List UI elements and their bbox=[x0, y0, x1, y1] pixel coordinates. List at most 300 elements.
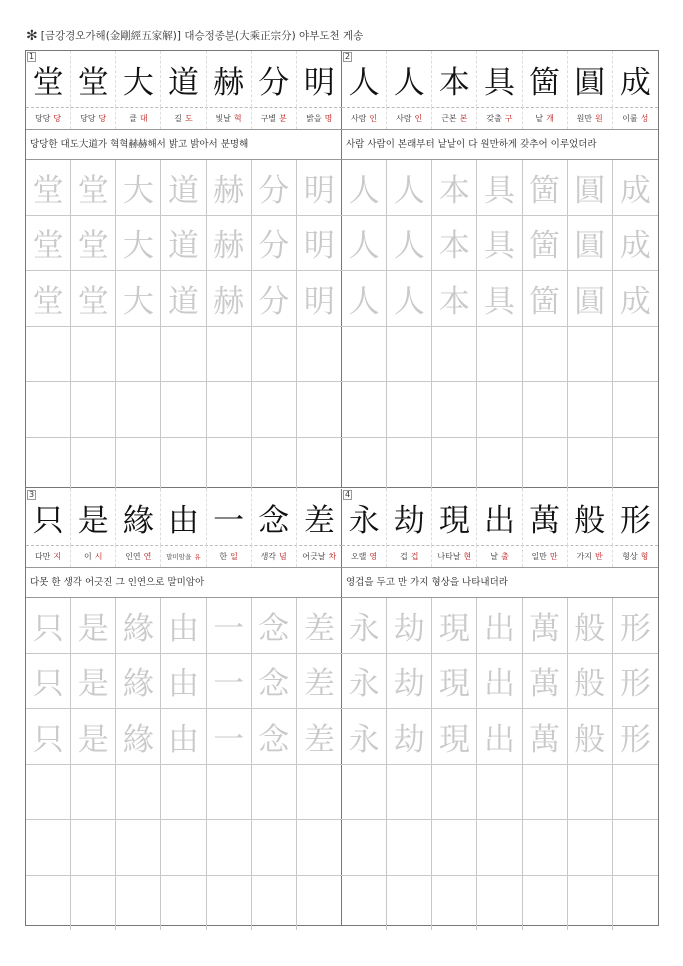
gloss-sound: 겁 bbox=[410, 551, 419, 561]
gloss-sound: 분 bbox=[279, 113, 287, 123]
gloss-cell bbox=[568, 107, 613, 129]
trace-char: 明 bbox=[303, 283, 335, 320]
hanja-char: 堂 bbox=[26, 51, 71, 107]
worksheet bbox=[25, 50, 659, 926]
blank-cell bbox=[116, 327, 161, 382]
blank-cell bbox=[116, 382, 161, 437]
trace-char: 赫 bbox=[207, 216, 252, 271]
trace-char: 分 bbox=[252, 271, 297, 326]
panel-number: 1 bbox=[29, 52, 35, 61]
gloss-cell bbox=[116, 545, 161, 567]
hanja-char: 出 bbox=[477, 489, 522, 545]
gloss-meaning: 말미암을 bbox=[166, 552, 192, 561]
gloss-cell bbox=[568, 545, 613, 567]
trace-char: 大 bbox=[116, 271, 161, 326]
blank-cell bbox=[26, 876, 71, 931]
panel-2 bbox=[342, 51, 658, 488]
blank-cell bbox=[432, 820, 477, 875]
gloss-meaning: 근본 bbox=[441, 113, 457, 123]
blank-cell bbox=[477, 327, 522, 382]
practice-row bbox=[342, 438, 658, 493]
blank-cell bbox=[71, 765, 116, 820]
gloss-meaning: 길 bbox=[174, 113, 182, 123]
trace-char: 現 bbox=[432, 654, 477, 709]
hanja-char: 堂 bbox=[71, 51, 116, 107]
gloss-meaning: 겁 bbox=[399, 551, 408, 561]
blank-cell bbox=[252, 820, 297, 875]
practice-grid bbox=[26, 160, 342, 492]
gloss-meaning: 클 bbox=[129, 113, 137, 123]
hanja-char: 由 bbox=[161, 489, 206, 545]
gloss-row bbox=[342, 545, 658, 568]
gloss-cell bbox=[161, 545, 206, 567]
gloss-sound: 만 bbox=[549, 551, 558, 561]
blank-cell bbox=[432, 765, 477, 820]
blank-cell bbox=[523, 876, 568, 931]
blank-cell bbox=[477, 382, 522, 437]
trace-char: 由 bbox=[161, 709, 206, 764]
trace-char: 人 bbox=[342, 160, 387, 215]
practice-row bbox=[342, 598, 658, 654]
trace-char: 明 bbox=[303, 228, 335, 265]
trace-char: 分 bbox=[252, 160, 297, 215]
trace-char: 堂 bbox=[26, 271, 71, 326]
blank-cell bbox=[71, 820, 116, 875]
hanja-char: 道 bbox=[161, 51, 206, 107]
trace-char: 緣 bbox=[116, 598, 161, 653]
hanja-char: 萬 bbox=[523, 489, 568, 545]
meaning-line: 사람 사람이 본래부터 낱낱이 다 원만하게 갖추어 이루었더라 bbox=[342, 129, 658, 160]
blank-cell bbox=[161, 765, 206, 820]
trace-char: 般 bbox=[568, 709, 613, 764]
trace-char: 成 bbox=[619, 172, 651, 209]
blank-cell bbox=[432, 382, 477, 437]
trace-char: 堂 bbox=[71, 271, 116, 326]
trace-char: 是 bbox=[71, 709, 116, 764]
blank-cell bbox=[252, 438, 297, 493]
trace-char: 萬 bbox=[523, 598, 568, 653]
blank-cell bbox=[297, 327, 342, 382]
hanja-char: 一 bbox=[207, 489, 252, 545]
hanja-row bbox=[26, 489, 342, 546]
hanja-char: 差 bbox=[303, 502, 335, 539]
trace-char: 人 bbox=[387, 216, 432, 271]
gloss-sound: 형 bbox=[640, 551, 649, 561]
trace-char: 堂 bbox=[71, 160, 116, 215]
blank-cell bbox=[297, 765, 342, 820]
blank-cell bbox=[432, 438, 477, 493]
gloss-meaning: 일만 bbox=[531, 551, 547, 561]
practice-row bbox=[342, 709, 658, 765]
hanja-char: 形 bbox=[619, 502, 651, 539]
gloss-sound: 성 bbox=[640, 113, 649, 123]
hanja-char: 明 bbox=[303, 64, 335, 101]
blank-cell bbox=[523, 438, 568, 493]
trace-char: 永 bbox=[342, 709, 387, 764]
blank-cell bbox=[342, 327, 387, 382]
hanja-char: 般 bbox=[568, 489, 613, 545]
trace-char: 現 bbox=[432, 709, 477, 764]
practice-row bbox=[26, 160, 342, 216]
trace-char: 出 bbox=[477, 654, 522, 709]
gloss-row bbox=[342, 107, 658, 130]
practice-grid bbox=[26, 598, 342, 930]
trace-char: 永 bbox=[342, 598, 387, 653]
trace-char: 大 bbox=[116, 216, 161, 271]
gloss-row bbox=[26, 545, 342, 568]
trace-char: 成 bbox=[619, 228, 651, 265]
blank-cell bbox=[387, 765, 432, 820]
gloss-sound: 도 bbox=[184, 113, 193, 123]
gloss-cell bbox=[432, 545, 477, 567]
hanja-char: 只 bbox=[26, 489, 71, 545]
panel-3 bbox=[26, 489, 342, 926]
practice-row bbox=[26, 438, 342, 493]
trace-char: 道 bbox=[161, 216, 206, 271]
gloss-cell bbox=[297, 107, 342, 129]
gloss-meaning: 가지 bbox=[576, 551, 593, 561]
gloss-meaning: 밝을 bbox=[306, 113, 322, 123]
meaning-line: 다못 한 생각 어긋진 그 인연으로 말미암아 bbox=[26, 567, 342, 598]
practice-row bbox=[26, 598, 342, 654]
gloss-cell bbox=[613, 107, 658, 129]
gloss-sound: 연 bbox=[143, 551, 152, 561]
blank-cell bbox=[252, 382, 297, 437]
trace-char: 道 bbox=[161, 160, 206, 215]
trace-char: 只 bbox=[26, 654, 71, 709]
trace-char: 劫 bbox=[387, 598, 432, 653]
gloss-sound: 구 bbox=[504, 113, 513, 123]
blank-cell bbox=[613, 382, 658, 437]
blank-cell bbox=[342, 820, 387, 875]
hanja-char: 赫 bbox=[207, 51, 252, 107]
gloss-sound: 당 bbox=[53, 113, 62, 123]
blank-cell bbox=[568, 382, 613, 437]
trace-char: 堂 bbox=[26, 160, 71, 215]
panel-1 bbox=[26, 51, 342, 488]
gloss-sound: 념 bbox=[279, 551, 287, 561]
trace-char: 圓 bbox=[568, 216, 613, 271]
trace-char: 是 bbox=[71, 654, 116, 709]
gloss-meaning: 나타날 bbox=[437, 551, 461, 561]
trace-char: 圓 bbox=[568, 160, 613, 215]
practice-grid bbox=[342, 160, 658, 492]
gloss-cell bbox=[387, 545, 432, 567]
gloss-sound: 본 bbox=[459, 113, 468, 123]
hanja-char: 劫 bbox=[387, 489, 432, 545]
meaning-line: 영겁을 두고 만 가지 형상을 나타내더라 bbox=[342, 567, 658, 598]
hanja-char: 成 bbox=[619, 64, 651, 101]
gloss-cell bbox=[207, 545, 252, 567]
hanja-row bbox=[342, 51, 658, 108]
gloss-sound: 현 bbox=[463, 551, 472, 561]
blank-cell bbox=[161, 382, 206, 437]
gloss-meaning: 오랠 bbox=[350, 551, 367, 561]
gloss-row bbox=[26, 107, 342, 130]
blank-cell bbox=[297, 382, 342, 437]
trace-char: 具 bbox=[477, 271, 522, 326]
blank-cell bbox=[523, 765, 568, 820]
trace-char: 成 bbox=[619, 283, 651, 320]
gloss-cell bbox=[523, 545, 568, 567]
hanja-char: 分 bbox=[252, 51, 297, 107]
gloss-meaning: 당당 bbox=[80, 113, 96, 123]
trace-char: 念 bbox=[252, 654, 297, 709]
trace-char: 形 bbox=[619, 666, 651, 703]
hanja-char: 永 bbox=[342, 489, 387, 545]
practice-row bbox=[26, 654, 342, 710]
trace-char: 分 bbox=[252, 216, 297, 271]
gloss-meaning: 다만 bbox=[34, 551, 51, 561]
blank-cell bbox=[116, 876, 161, 931]
blank-cell bbox=[207, 820, 252, 875]
blank-cell bbox=[252, 327, 297, 382]
asterisk-icon: ✻ bbox=[26, 28, 38, 44]
blank-cell bbox=[26, 438, 71, 493]
practice-row bbox=[26, 327, 342, 383]
gloss-cell bbox=[26, 107, 71, 129]
blank-cell bbox=[71, 876, 116, 931]
blank-cell bbox=[71, 382, 116, 437]
gloss-sound: 명 bbox=[324, 113, 333, 123]
trace-char: 箇 bbox=[523, 160, 568, 215]
blank-cell bbox=[207, 382, 252, 437]
trace-char: 大 bbox=[116, 160, 161, 215]
trace-char: 形 bbox=[619, 721, 651, 758]
trace-char: 本 bbox=[432, 216, 477, 271]
blank-cell bbox=[432, 327, 477, 382]
gloss-sound: 개 bbox=[546, 113, 554, 123]
blank-cell bbox=[477, 765, 522, 820]
blank-cell bbox=[342, 382, 387, 437]
practice-row bbox=[26, 876, 342, 931]
blank-cell bbox=[387, 327, 432, 382]
gloss-cell bbox=[387, 107, 432, 129]
practice-row bbox=[26, 382, 342, 438]
blank-cell bbox=[568, 327, 613, 382]
blank-cell bbox=[387, 382, 432, 437]
blank-cell bbox=[523, 327, 568, 382]
trace-char: 緣 bbox=[116, 654, 161, 709]
trace-char: 劫 bbox=[387, 654, 432, 709]
practice-row bbox=[342, 820, 658, 876]
hanja-char: 本 bbox=[432, 51, 477, 107]
blank-cell bbox=[207, 438, 252, 493]
gloss-sound: 시 bbox=[94, 551, 103, 561]
gloss-cell bbox=[161, 107, 206, 129]
trace-char: 出 bbox=[477, 709, 522, 764]
gloss-meaning: 사람 bbox=[396, 113, 412, 123]
practice-row bbox=[26, 271, 342, 327]
trace-char: 只 bbox=[26, 709, 71, 764]
gloss-sound: 출 bbox=[500, 551, 509, 561]
practice-grid bbox=[342, 598, 658, 930]
blank-cell bbox=[161, 876, 206, 931]
blank-cell bbox=[523, 820, 568, 875]
gloss-cell bbox=[342, 545, 387, 567]
trace-char: 一 bbox=[207, 654, 252, 709]
hanja-char: 具 bbox=[477, 51, 522, 107]
blank-cell bbox=[207, 876, 252, 931]
blank-cell bbox=[387, 438, 432, 493]
blank-cell bbox=[477, 876, 522, 931]
gloss-sound: 반 bbox=[595, 551, 603, 561]
gloss-cell bbox=[207, 107, 252, 129]
gloss-cell bbox=[71, 107, 116, 129]
trace-char: 具 bbox=[477, 216, 522, 271]
blank-cell bbox=[387, 876, 432, 931]
blank-cell bbox=[568, 438, 613, 493]
hanja-row bbox=[342, 489, 658, 546]
trace-char: 般 bbox=[568, 598, 613, 653]
gloss-meaning: 이룰 bbox=[622, 113, 638, 123]
blank-cell bbox=[252, 765, 297, 820]
trace-char: 是 bbox=[71, 598, 116, 653]
gloss-meaning: 구별 bbox=[260, 113, 277, 123]
gloss-cell bbox=[342, 107, 387, 129]
blank-cell bbox=[568, 876, 613, 931]
trace-char: 人 bbox=[387, 271, 432, 326]
gloss-sound: 차 bbox=[328, 551, 337, 561]
trace-char: 一 bbox=[207, 598, 252, 653]
meaning-line: 당당한 대도大道가 혁혁赫赫해서 밝고 밝아서 분명해 bbox=[26, 129, 342, 160]
hanja-char: 圓 bbox=[568, 51, 613, 107]
trace-char: 明 bbox=[303, 172, 335, 209]
blank-cell bbox=[161, 820, 206, 875]
blank-cell bbox=[477, 820, 522, 875]
trace-char: 堂 bbox=[26, 216, 71, 271]
blank-cell bbox=[342, 438, 387, 493]
gloss-cell bbox=[252, 107, 297, 129]
trace-char: 道 bbox=[161, 271, 206, 326]
blank-cell bbox=[297, 820, 342, 875]
gloss-cell bbox=[523, 107, 568, 129]
blank-cell bbox=[342, 765, 387, 820]
panel-number: 4 bbox=[345, 490, 351, 499]
trace-char: 劫 bbox=[387, 709, 432, 764]
trace-char: 緣 bbox=[116, 709, 161, 764]
hanja-char: 人 bbox=[342, 51, 387, 107]
blank-cell bbox=[116, 820, 161, 875]
blank-cell bbox=[161, 327, 206, 382]
blank-cell bbox=[613, 876, 658, 931]
trace-char: 只 bbox=[26, 598, 71, 653]
hanja-char: 人 bbox=[387, 51, 432, 107]
gloss-cell bbox=[26, 545, 71, 567]
gloss-sound: 혁 bbox=[233, 113, 242, 123]
blank-cell bbox=[26, 382, 71, 437]
panel-4 bbox=[342, 489, 658, 926]
blank-cell bbox=[26, 820, 71, 875]
gloss-sound: 대 bbox=[139, 113, 148, 123]
blank-cell bbox=[613, 327, 658, 382]
gloss-sound: 지 bbox=[53, 551, 62, 561]
trace-char: 圓 bbox=[568, 271, 613, 326]
trace-char: 箇 bbox=[523, 271, 568, 326]
trace-char: 赫 bbox=[207, 271, 252, 326]
trace-char: 出 bbox=[477, 598, 522, 653]
blank-cell bbox=[26, 765, 71, 820]
gloss-meaning: 이 bbox=[83, 551, 92, 561]
practice-row bbox=[26, 765, 342, 821]
trace-char: 由 bbox=[161, 598, 206, 653]
hanja-char: 是 bbox=[71, 489, 116, 545]
gloss-sound: 원 bbox=[595, 113, 603, 123]
gloss-meaning: 당당 bbox=[34, 113, 51, 123]
blank-cell bbox=[71, 327, 116, 382]
blank-cell bbox=[207, 765, 252, 820]
trace-char: 般 bbox=[568, 654, 613, 709]
trace-char: 箇 bbox=[523, 216, 568, 271]
practice-row bbox=[26, 820, 342, 876]
page-title bbox=[26, 27, 363, 43]
practice-row bbox=[342, 876, 658, 931]
trace-char: 本 bbox=[432, 271, 477, 326]
blank-cell bbox=[613, 765, 658, 820]
trace-char: 人 bbox=[387, 160, 432, 215]
blank-cell bbox=[71, 438, 116, 493]
gloss-sound: 영 bbox=[369, 551, 378, 561]
hanja-char: 緣 bbox=[116, 489, 161, 545]
gloss-cell bbox=[477, 545, 522, 567]
trace-char: 念 bbox=[252, 709, 297, 764]
blank-cell bbox=[432, 876, 477, 931]
gloss-sound: 당 bbox=[98, 113, 107, 123]
gloss-meaning: 생각 bbox=[260, 551, 277, 561]
gloss-meaning: 갖출 bbox=[486, 113, 502, 123]
gloss-cell bbox=[252, 545, 297, 567]
panel-number: 3 bbox=[29, 490, 35, 499]
blank-cell bbox=[568, 765, 613, 820]
blank-cell bbox=[523, 382, 568, 437]
trace-char: 人 bbox=[342, 216, 387, 271]
trace-char: 差 bbox=[303, 610, 335, 647]
blank-cell bbox=[116, 438, 161, 493]
gloss-cell bbox=[297, 545, 342, 567]
hanja-char: 箇 bbox=[523, 51, 568, 107]
gloss-sound: 인 bbox=[414, 113, 423, 123]
trace-char: 由 bbox=[161, 654, 206, 709]
gloss-meaning: 형상 bbox=[622, 551, 638, 561]
practice-row bbox=[26, 216, 342, 272]
hanja-row bbox=[26, 51, 342, 108]
gloss-cell bbox=[613, 545, 658, 567]
blank-cell bbox=[252, 876, 297, 931]
practice-row bbox=[342, 216, 658, 272]
trace-char: 赫 bbox=[207, 160, 252, 215]
trace-char: 形 bbox=[619, 610, 651, 647]
blank-cell bbox=[116, 765, 161, 820]
gloss-sound: 유 bbox=[194, 552, 201, 561]
blank-cell bbox=[613, 820, 658, 875]
blank-cell bbox=[387, 820, 432, 875]
hanja-char: 念 bbox=[252, 489, 297, 545]
blank-cell bbox=[26, 327, 71, 382]
practice-row bbox=[342, 327, 658, 383]
gloss-meaning: 원만 bbox=[576, 113, 593, 123]
trace-char: 現 bbox=[432, 598, 477, 653]
title-text: [금강경오가해(金剛經五家解)] 대승정종분(大乘正宗分) 야부도천 게송 bbox=[40, 30, 364, 42]
trace-char: 永 bbox=[342, 654, 387, 709]
practice-row bbox=[26, 709, 342, 765]
gloss-meaning: 인연 bbox=[125, 551, 141, 561]
trace-char: 堂 bbox=[71, 216, 116, 271]
hanja-char: 大 bbox=[116, 51, 161, 107]
blank-cell bbox=[342, 876, 387, 931]
gloss-sound: 일 bbox=[230, 551, 238, 561]
gloss-cell bbox=[477, 107, 522, 129]
gloss-meaning: 날 bbox=[490, 551, 498, 561]
